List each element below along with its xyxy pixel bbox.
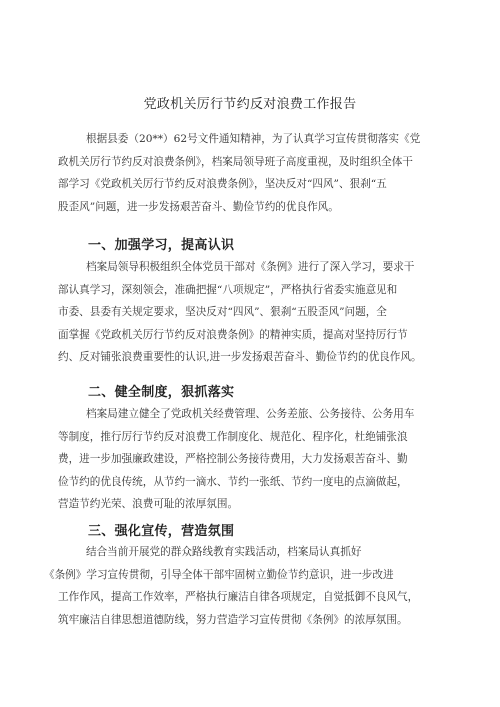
intro-paragraph: [58, 128, 458, 218]
section-line: 部认真学习，深刻领会，准确把握“八项规定”，严格执行省委实施意见和: [58, 283, 398, 296]
section-line: 档案局领导积极组织全体党员干部对《条例》进行了深入学习，要求干: [86, 261, 415, 273]
section-1-paragraph: [58, 256, 458, 369]
section-line: 俭节约的优良传统，从节约一滴水、节约一张纸、节约一度电的点滴做起，: [58, 475, 408, 488]
section-heading-1: 一、加强学习，提高认识: [88, 238, 235, 253]
section-line: 约、反对铺张浪费重要性的认识,进一步发扬艰苦奋斗、勤俭节约的优良作风。: [58, 351, 422, 363]
section-line: 营造节约光荣、浪费可耻的浓厚氛围。: [58, 498, 239, 510]
section-line: 面掌握《党政机关厉行节约反对浪费条例》的精神实质，提高对坚持厉行节: [58, 328, 408, 341]
section-line: 《条例》学习宣传贯彻，引导全体干部牢固树立勤俭节约意识，进一步改进: [44, 568, 394, 581]
section-heading-2: 二、健全制度，狠抓落实: [88, 385, 235, 400]
section-line: 费，进一步加强廉政建设，严格控制公务接待费用，大力发扬艰苦奋斗、勤: [58, 453, 408, 465]
intro-line: 根据县委（20**）62号文件通知精神，为了认真学习宣传贯彻落实《党: [86, 133, 421, 145]
intro-line: 股歪风”问题，进一步发扬艰苦奋斗、勤俭节约的优良作风。: [58, 200, 339, 213]
section-line: 工作作风，提高工作效率，严格执行廉洁自律各项规定，自觉抵御不良风气，: [58, 591, 419, 603]
intro-line: 政机关厉行节约反对浪费条例》，档案局领导班子高度重视，及时组织全体干: [58, 155, 413, 168]
section-line: 市委、县委有关规定要求，坚决反对“四风”、狠刹“五股歪风”问题，全: [58, 306, 387, 318]
section-heading-3: 三、强化宣传，营造氛围: [88, 524, 235, 539]
section-2-paragraph: [58, 403, 458, 516]
document-title: 党政机关厉行节约反对浪费工作报告: [143, 97, 357, 112]
section-line: 筑牢廉洁自律思想道德防线，努力营造学习宣传贯彻《条例》的浓厚氛围。: [58, 613, 408, 626]
intro-line: 部学习《党政机关厉行节约反对浪费条例》，坚决反对“四风”、狠刹“五: [58, 178, 387, 190]
section-line: 结合当前开展党的群众路线教育实践活动，档案局认真抓好: [86, 546, 362, 558]
section-line: 档案局建立健全了党政机关经费管理、公务差旅、公务接待、公务用车: [86, 408, 415, 420]
section-3-paragraph: [44, 541, 458, 631]
section-line: 等制度，推行厉行节约反对浪费工作制度化、规范化、程序化，杜绝铺张浪: [58, 430, 408, 443]
